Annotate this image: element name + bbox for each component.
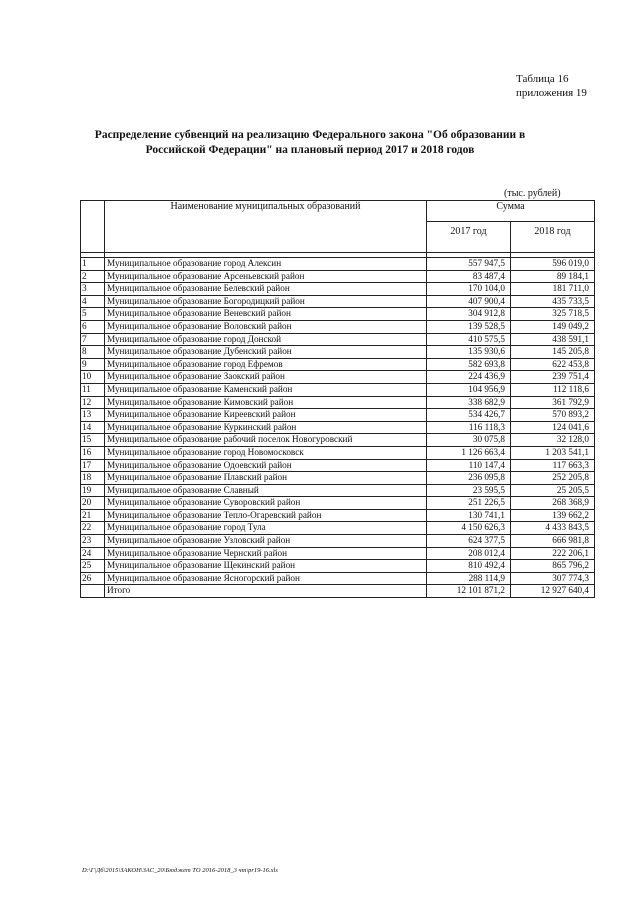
- municipality-name: Муниципальное образование Суворовский район: [105, 497, 427, 510]
- row-number: 19: [81, 484, 105, 497]
- row-number: 3: [81, 283, 105, 296]
- municipality-name: Муниципальное образование Арсеньевский район: [105, 270, 427, 283]
- amount-2017: 135 930,6: [427, 346, 511, 359]
- table-row: [81, 346, 595, 359]
- municipality-name: Муниципальное образование Воловский район: [105, 320, 427, 333]
- amount-2017: 30 075,8: [427, 434, 511, 447]
- municipality-name: Муниципальное образование Щекинский район: [105, 560, 427, 573]
- municipality-name: Муниципальное образование Ясногорский район: [105, 572, 427, 585]
- municipality-name: Муниципальное образование рабочий поселок Новогуровский: [105, 434, 427, 447]
- amount-2017: 407 900,4: [427, 295, 511, 308]
- amount-2018: 117 663,3: [511, 459, 595, 472]
- document-title: [88, 128, 532, 158]
- municipality-name: Муниципальное образование Тепло-Огаревский район: [105, 509, 427, 522]
- amount-2017: 410 575,5: [427, 333, 511, 346]
- municipality-name: Муниципальное образование Кимовский район: [105, 396, 427, 409]
- table-row: [81, 308, 595, 321]
- table-reference: [516, 72, 587, 100]
- table-row: [81, 371, 595, 384]
- row-number: 22: [81, 522, 105, 535]
- amount-2018: 268 368,9: [511, 497, 595, 510]
- row-number: 20: [81, 497, 105, 510]
- amount-2018: 1 203 541,1: [511, 446, 595, 459]
- amount-2017: 116 118,3: [427, 421, 511, 434]
- amount-2018: 181 711,0: [511, 283, 595, 296]
- amount-2017: 130 741,1: [427, 509, 511, 522]
- amount-2018: 32 128,0: [511, 434, 595, 447]
- table-row: [81, 459, 595, 472]
- row-number: 25: [81, 560, 105, 573]
- row-number: 9: [81, 358, 105, 371]
- row-number: 8: [81, 346, 105, 359]
- municipality-name: Муниципальное образование Чернский район: [105, 547, 427, 560]
- table-row: [81, 409, 595, 422]
- table-row: [81, 434, 595, 447]
- amount-2018: 666 981,8: [511, 535, 595, 548]
- table-row: [81, 535, 595, 548]
- table-header-row: [81, 201, 595, 222]
- appendix-label: приложения 19: [516, 87, 587, 99]
- row-number: 21: [81, 509, 105, 522]
- municipality-name: Муниципальное образование Богородицкий район: [105, 295, 427, 308]
- municipality-name: Муниципальное образование Куркинский район: [105, 421, 427, 434]
- table-row: [81, 283, 595, 296]
- municipality-name: Муниципальное образование Веневский район: [105, 308, 427, 321]
- municipality-name: Муниципальное образование Заокский район: [105, 371, 427, 384]
- amount-2017: 224 436,9: [427, 371, 511, 384]
- table-row: [81, 295, 595, 308]
- municipality-name: Муниципальное образование Одоевский район: [105, 459, 427, 472]
- amount-2017: 582 693,8: [427, 358, 511, 371]
- table-row: [81, 383, 595, 396]
- amount-2018: 25 205,5: [511, 484, 595, 497]
- municipality-name: Муниципальное образование Узловский район: [105, 535, 427, 548]
- amount-2018: 570 893,2: [511, 409, 595, 422]
- header-2017-cell: 2017 год: [427, 222, 511, 253]
- units-label: (тыс. рублей): [504, 188, 561, 199]
- amount-2018: 865 796,2: [511, 560, 595, 573]
- total-label: Итого: [105, 585, 427, 598]
- row-number: 6: [81, 320, 105, 333]
- amount-2018: 325 718,5: [511, 308, 595, 321]
- amount-2018: 307 774,3: [511, 572, 595, 585]
- amount-2017: 304 912,8: [427, 308, 511, 321]
- title-line-1: Распределение субвенций на реализацию Федерального закона "Об образовании в: [94, 129, 526, 141]
- row-number: 26: [81, 572, 105, 585]
- amount-2018: 139 662,2: [511, 509, 595, 522]
- municipality-name: Муниципальное образование город Алексин: [105, 258, 427, 271]
- amount-2018: 145 205,8: [511, 346, 595, 359]
- row-number: 4: [81, 295, 105, 308]
- municipality-name: Муниципальное образование Дубенский район: [105, 346, 427, 359]
- subsidy-table: [80, 200, 595, 598]
- amount-2018: 112 118,6: [511, 383, 595, 396]
- table-row: [81, 547, 595, 560]
- table-row: [81, 358, 595, 371]
- header-2018-cell: 2018 год: [511, 222, 595, 253]
- table-row: [81, 509, 595, 522]
- amount-2017: 288 114,9: [427, 572, 511, 585]
- amount-2017: 208 012,4: [427, 547, 511, 560]
- amount-2017: 139 528,5: [427, 320, 511, 333]
- table-row: [81, 421, 595, 434]
- municipality-name: Муниципальное образование Киреевский район: [105, 409, 427, 422]
- table-row: [81, 497, 595, 510]
- municipality-name: Муниципальное образование город Донской: [105, 333, 427, 346]
- header-number-cell: [81, 201, 105, 253]
- header-sum-cell: Сумма: [427, 201, 595, 222]
- table-row: [81, 472, 595, 485]
- row-number: 13: [81, 409, 105, 422]
- amount-2018: 124 041,6: [511, 421, 595, 434]
- row-number: 7: [81, 333, 105, 346]
- amount-2017: 23 595,5: [427, 484, 511, 497]
- total-2018: 12 927 640,4: [511, 585, 595, 598]
- table-row: [81, 446, 595, 459]
- amount-2017: 170 104,0: [427, 283, 511, 296]
- amount-2017: 251 226,5: [427, 497, 511, 510]
- amount-2017: 624 377,5: [427, 535, 511, 548]
- amount-2018: 622 453,8: [511, 358, 595, 371]
- table-row: [81, 522, 595, 535]
- row-number: 5: [81, 308, 105, 321]
- municipality-name: Муниципальное образование Белевский район: [105, 283, 427, 296]
- row-number: 17: [81, 459, 105, 472]
- municipality-name: Муниципальное образование город Новомосковск: [105, 446, 427, 459]
- municipality-name: Муниципальное образование Каменский район: [105, 383, 427, 396]
- amount-2017: 104 956,9: [427, 383, 511, 396]
- title-line-2: Российской Федерации" на плановый период 2017 и 2018 годов: [145, 144, 475, 156]
- amount-2018: 222 206,1: [511, 547, 595, 560]
- amount-2017: 110 147,4: [427, 459, 511, 472]
- amount-2017: 534 426,7: [427, 409, 511, 422]
- amount-2018: 596 019,0: [511, 258, 595, 271]
- table-row: [81, 320, 595, 333]
- row-number: 11: [81, 383, 105, 396]
- amount-2017: 1 126 663,4: [427, 446, 511, 459]
- total-2017: 12 101 871,2: [427, 585, 511, 598]
- row-number: 2: [81, 270, 105, 283]
- amount-2018: 89 184,1: [511, 270, 595, 283]
- row-number: 23: [81, 535, 105, 548]
- table-row: [81, 270, 595, 283]
- table-row: [81, 484, 595, 497]
- amount-2018: 149 049,2: [511, 320, 595, 333]
- amount-2017: 4 150 626,3: [427, 522, 511, 535]
- amount-2017: 557 947,5: [427, 258, 511, 271]
- amount-2018: 252 205,8: [511, 472, 595, 485]
- row-number: 15: [81, 434, 105, 447]
- amount-2018: 4 433 843,5: [511, 522, 595, 535]
- municipality-name: Муниципальное образование город Ефремов: [105, 358, 427, 371]
- file-path-footer: D:\Г\Дб\2015\ЗАКОН\ЗАС_20\Бюджет ТО 2016-2018_3 чт\pr19-16.xls: [82, 867, 278, 874]
- table-row: [81, 396, 595, 409]
- header-name-cell: Наименование муниципальных образований: [105, 201, 427, 253]
- table-body: [81, 258, 595, 585]
- total-number-cell: [81, 585, 105, 598]
- amount-2017: 338 682,9: [427, 396, 511, 409]
- row-number: 24: [81, 547, 105, 560]
- row-number: 14: [81, 421, 105, 434]
- amount-2017: 236 095,8: [427, 472, 511, 485]
- amount-2018: 361 792,9: [511, 396, 595, 409]
- table-row: [81, 333, 595, 346]
- table-row: [81, 258, 595, 271]
- table-row: [81, 572, 595, 585]
- row-number: 10: [81, 371, 105, 384]
- municipality-name: Муниципальное образование Плавский район: [105, 472, 427, 485]
- row-number: 12: [81, 396, 105, 409]
- row-number: 16: [81, 446, 105, 459]
- municipality-name: Муниципальное образование Славный: [105, 484, 427, 497]
- total-row: [81, 585, 595, 598]
- amount-2018: 438 591,1: [511, 333, 595, 346]
- table-row: [81, 560, 595, 573]
- amount-2018: 239 751,4: [511, 371, 595, 384]
- amount-2018: 435 733,5: [511, 295, 595, 308]
- row-number: 1: [81, 258, 105, 271]
- table-number-label: Таблица 16: [516, 73, 569, 85]
- municipality-name: Муниципальное образование город Тула: [105, 522, 427, 535]
- amount-2017: 83 487,4: [427, 270, 511, 283]
- amount-2017: 810 492,4: [427, 560, 511, 573]
- row-number: 18: [81, 472, 105, 485]
